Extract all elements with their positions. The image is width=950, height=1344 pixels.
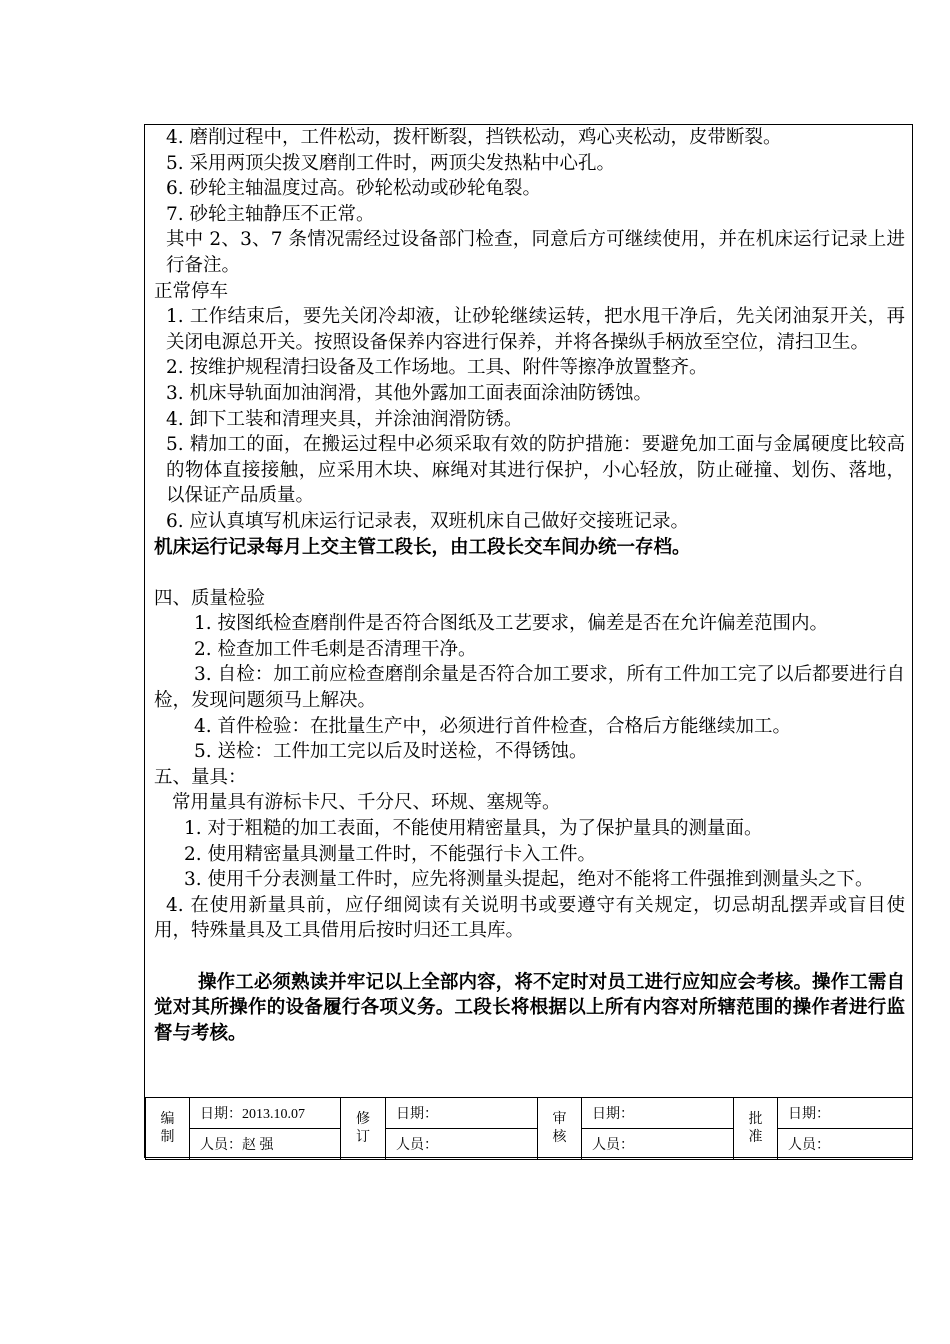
paragraph: 2. 检查加工件毛刺是否清理干净。 — [194, 638, 477, 660]
paragraph: 其中 2、3、7 条情况需经过设备部门检查，同意后方可继续使用，并在机床运行记录上进行备注。 — [166, 229, 905, 276]
list-item: 3. 使用千分表测量工件时，应先将测量头提起，绝对不能将工件强推到测量头之下。 — [184, 869, 874, 891]
signature-table — [145, 1097, 913, 1160]
paragraph: 7. 砂轮主轴静压不正常。 — [166, 203, 375, 225]
section-heading: 五、量具： — [154, 766, 247, 788]
list-item: 2. 使用精密量具测量工件时，不能强行卡入工件。 — [184, 843, 597, 865]
paragraph: 3. 自检：加工前应检查磨削余量是否符合加工要求，所有工件加工完了以后都要进行自检，发现问题须马上解决。 — [154, 664, 905, 712]
revise-label: 修 订 — [341, 1098, 386, 1160]
document-body — [145, 125, 912, 1097]
bold-note: 操作工必须熟读并牢记以上全部内容，将不定时对员工进行应知应会考核。操作工需自觉对其所操作的设备履行各项义务。工段长将根据以上所有内容对所辖范围的操作者进行监督与考核。 — [154, 971, 905, 1044]
paragraph: 4. 卸下工装和清理夹具，并涂油润滑防锈。 — [166, 408, 523, 430]
approve-date: 日期： — [778, 1098, 913, 1129]
paragraph: 3. 机床导轨面加油润滑，其他外露加工面表面涂油防锈蚀。 — [166, 382, 653, 404]
revise-person: 人员： — [386, 1129, 538, 1160]
paragraph: 6. 应认真填写机床运行记录表，双班机床自己做好交接班记录。 — [166, 510, 690, 532]
paragraph: 常用量具有游标卡尺、千分尺、环规、塞规等。 — [172, 792, 561, 814]
paragraph: 6. 砂轮主轴温度过高。砂轮松动或砂轮龟裂。 — [166, 178, 542, 200]
review-label: 审 核 — [538, 1098, 582, 1160]
paragraph: 5. 采用两顶尖拨叉磨削工件时，两顶尖发热粘中心孔。 — [166, 152, 616, 174]
bold-note: 机床运行记录每月上交主管工段长，由工段长交车间办统一存档。 — [154, 536, 691, 558]
review-date: 日期： — [582, 1098, 734, 1129]
paragraph: 2. 按维护规程清扫设备及工作场地。工具、附件等擦净放置整齐。 — [166, 357, 708, 379]
paragraph: 1. 按图纸检查磨削件是否符合图纸及工艺要求，偏差是否在允许偏差范围内。 — [194, 613, 829, 635]
paragraph: 4. 在使用新量具前，应仔细阅读有关说明书或要遵守有关规定，切忌胡乱摆弄或盲目使用，特殊量具及工具借用后按时归还工具库。 — [154, 894, 905, 942]
compile-person: 人员：赵 强 — [190, 1129, 341, 1160]
revise-date: 日期： — [386, 1098, 538, 1129]
approve-label: 批 准 — [734, 1098, 778, 1160]
paragraph: 4. 磨削过程中，工件松动，拨杆断裂，挡铁松动，鸡心夹松动，皮带断裂。 — [166, 127, 782, 148]
blank-line — [154, 944, 905, 970]
compile-label: 编 制 — [146, 1098, 190, 1160]
paragraph: 4. 首件检验：在批量生产中，必须进行首件检查，合格后方能继续加工。 — [194, 715, 792, 737]
compile-date: 日期：2013.10.07 — [190, 1098, 341, 1129]
list-item: 1. 对于粗糙的加工表面，不能使用精密量具，为了保护量具的测量面。 — [184, 818, 763, 840]
paragraph: 5. 送检：工件加工完以后及时送检，不得锈蚀。 — [194, 741, 588, 763]
paragraph: 5. 精加工的面，在搬运过程中必须采取有效的防护措施：要避免加工面与金属硬度比较高的物体直接接触，应采用木块、麻绳对其进行保护，小心轻放，防止碰撞、划伤、落地，以保证产品质量。 — [166, 434, 905, 507]
document-page — [144, 124, 913, 1158]
paragraph: 1. 工作结束后，要先关闭冷却液，让砂轮继续运转，把水甩干净后，先关闭油泵开关，再关闭电源总开关。按照设备保养内容进行保养，并将各操纵手柄放至空位，清扫卫生。 — [166, 306, 905, 353]
section-heading: 四、质量检验 — [154, 587, 266, 609]
section-heading: 正常停车 — [154, 280, 229, 302]
approve-person: 人员： — [778, 1129, 913, 1160]
review-person: 人员： — [582, 1129, 734, 1160]
blank-line — [154, 560, 905, 586]
